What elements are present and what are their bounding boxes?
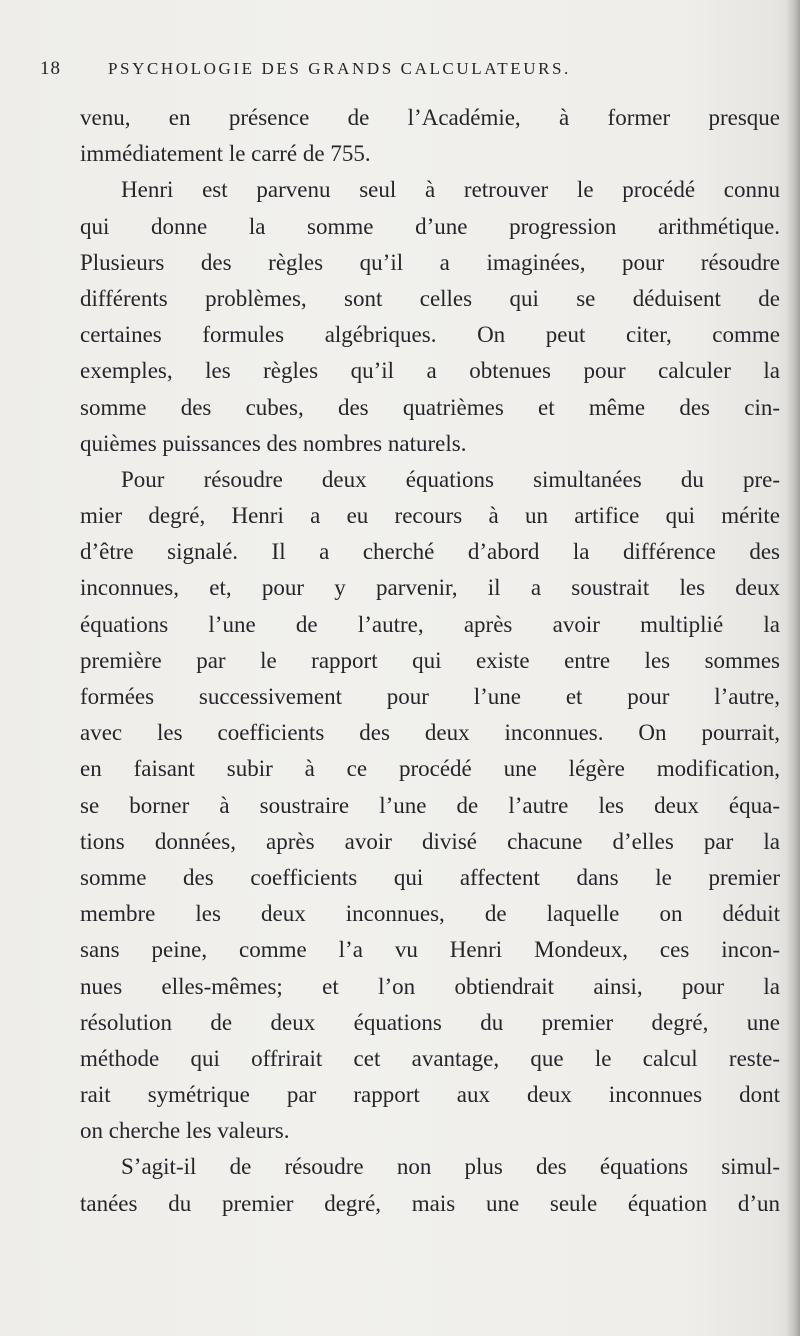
text-line: rait symétrique par rapport aux deux inconnues dont [80, 1082, 780, 1108]
text-line: avec les coefficients des deux inconnues. On pourrait, [80, 720, 780, 746]
text-line: mier degré, Henri a eu recours à un artifice qui mérite [80, 503, 780, 529]
text-line: résolution de deux équations du premier degré, une [80, 1009, 780, 1035]
text-line: membre les deux inconnues, de laquelle on déduit [80, 901, 780, 927]
text-line: somme des cubes, des quatrièmes et même des cin- [80, 394, 780, 420]
text-line: quièmes puissances des nombres naturels. [80, 430, 467, 456]
text-line: différents problèmes, sont celles qui se déduisent de [80, 285, 780, 311]
text-line: Henri est parvenu seul à retrouver le procédé connu [121, 177, 780, 203]
running-head: PSYCHOLOGIE DES GRANDS CALCULATEURS. [108, 59, 571, 78]
text-line: Pour résoudre deux équations simultanées du pre- [121, 466, 780, 492]
text-line: immédiatement le carré de 755. [80, 141, 371, 167]
text-line: certaines formules algébriques. On peut citer, comme [80, 322, 780, 348]
text-line: Plusieurs des règles qu’il a imaginées, pour résoudre [80, 249, 780, 275]
text-line: méthode qui offrirait cet avantage, que le calcul reste- [80, 1045, 780, 1071]
body-text [80, 100, 780, 1222]
text-line: équations l’une de l’autre, après avoir multiplié la [80, 611, 780, 637]
text-line: d’être signalé. Il a cherché d’abord la différence des [80, 539, 780, 565]
text-line: qui donne la somme d’une progression arithmétique. [80, 213, 780, 239]
text-line: tions données, après avoir divisé chacune d’elles par la [80, 828, 780, 854]
page-number: 18 [40, 58, 61, 79]
text-line: inconnues, et, pour y parvenir, il a soustrait les deux [80, 575, 780, 601]
text-line: formées successivement pour l’une et pour l’autre, [80, 684, 780, 709]
text-line: sans peine, comme l’a vu Henri Mondeux, ces incon- [80, 937, 780, 963]
text-line: nues elles-mêmes; et l’on obtiendrait ainsi, pour la [80, 973, 780, 999]
text-line: S’agit-il de résoudre non plus des équations simul- [121, 1154, 780, 1180]
page-header [40, 58, 760, 88]
text-line: première par le rapport qui existe entre les sommes [80, 647, 780, 673]
text-line: somme des coefficients qui affectent dans le premier [80, 864, 780, 890]
text-line: on cherche les valeurs. [80, 1118, 290, 1144]
text-line: se borner à soustraire l’une de l’autre les deux équa- [80, 792, 780, 818]
text-line: venu, en présence de l’Académie, à former presque [80, 105, 780, 130]
text-line: exemples, les règles qu’il a obtenues pour calculer la [80, 358, 780, 384]
text-line: en faisant subir à ce procédé une légère modification, [80, 756, 780, 782]
page-edge-shadow [786, 0, 800, 1336]
text-line: tanées du premier degré, mais une seule équation d’un [80, 1190, 780, 1216]
